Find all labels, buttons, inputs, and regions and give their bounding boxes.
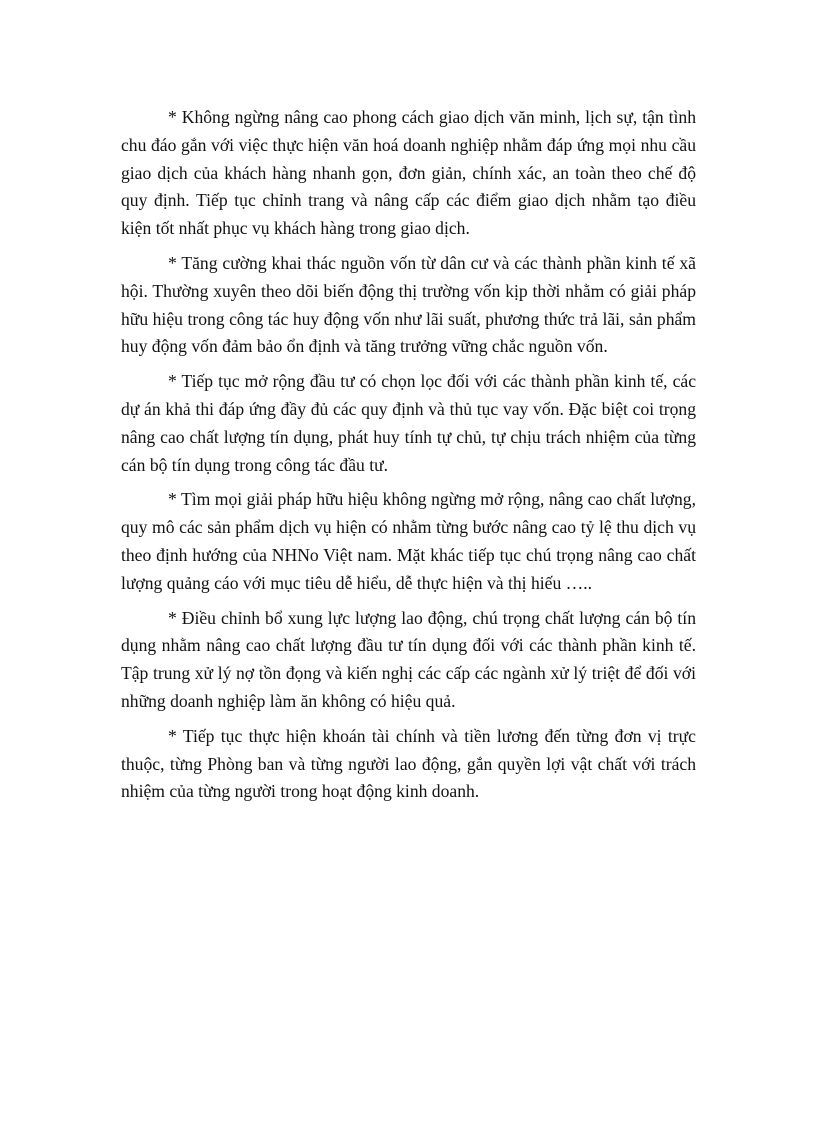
paragraph-transaction-style: * Không ngừng nâng cao phong cách giao dịch văn minh, lịch sự, tận tình chu đáo gắn với việc thực hiện văn hoá doanh nghiệp nhằm đáp ứng mọi nhu cầu giao dịch của khách hàng nhanh gọn, đơn giản, chính xác, an toàn theo chế độ quy định. Tiếp tục chỉnh trang và nâng cấp các điểm giao dịch nhằm tạo điều kiện tốt nhất phục vụ khách hàng trong giao dịch. (121, 107, 696, 239)
document-body (121, 104, 696, 813)
paragraph-financial-contracting: * Tiếp tục thực hiện khoán tài chính và tiền lương đến từng đơn vị trực thuộc, từng Phòng ban và từng người lao động, gắn quyền lợi vật chất với trách nhiệm của từng người trong hoạt động kinh doanh. (121, 725, 696, 802)
paragraph-capital-mobilization: * Tăng cường khai thác nguồn vốn từ dân cư và các thành phần kinh tế xã hội. Thường xuyên theo dõi biến động thị trường vốn kịp thời nhằm có giải pháp hữu hiệu trong công tác huy động vốn như lãi suất, phương thức trả lãi, sản phẩm huy động vốn đảm bảo ổn định và tăng trưởng vững chắc nguồn vốn. (121, 252, 696, 357)
paragraph-workforce-adjustment: * Điều chỉnh bổ xung lực lượng lao động, chú trọng chất lượng cán bộ tín dụng nhằm nâng cao chất lượng đầu tư tín dụng đối với các thành phần kinh tế. Tập trung xử lý nợ tồn đọng và kiến nghị các cấp các ngành xử lý triệt để đối với những doanh nghiệp làm ăn không có hiệu quả. (121, 607, 696, 711)
paragraph-investment-expansion: * Tiếp tục mở rộng đầu tư có chọn lọc đối với các thành phần kinh tế, các dự án khả thi đáp ứng đầy đủ các quy định và thủ tục vay vốn. Đặc biệt coi trọng nâng cao chất lượng tín dụng, phát huy tính tự chủ, tự chịu trách nhiệm của từng cán bộ tín dụng trong công tác đầu tư. (121, 371, 696, 475)
paragraph-service-products: * Tìm mọi giải pháp hữu hiệu không ngừng mở rộng, nâng cao chất lượng, quy mô các sản phẩm dịch vụ hiện có nhằm từng bước nâng cao tỷ lệ thu dịch vụ theo định hướng của NHNo Việt nam. Mặt khác tiếp tục chú trọng nâng cao chất lượng quảng cáo với mục tiêu dễ hiểu, dễ thực hiện và thị hiếu ….. (121, 489, 696, 593)
